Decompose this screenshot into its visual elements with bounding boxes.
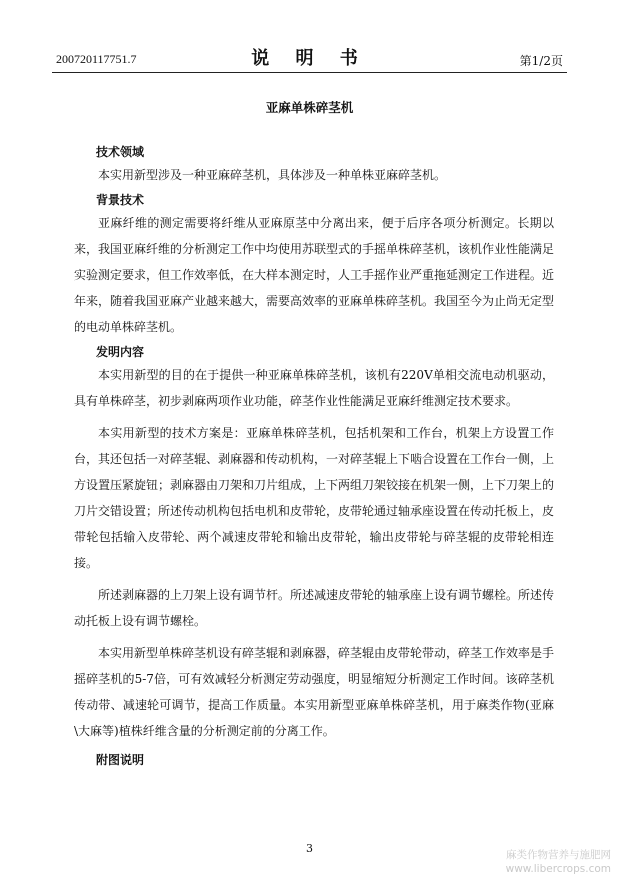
section-drawing-description [74, 750, 554, 770]
paragraph: 本实用新型涉及一种亚麻碎茎机，具体涉及一种单株亚麻碎茎机。 [98, 168, 447, 182]
section-heading: 附图说明 [96, 753, 145, 767]
paragraph: 亚麻纤维的测定需要将纤维从亚麻原茎中分离出来，便于后序各项分析测定。长期以来，我国亚麻纤维的分析测定工作中均使用苏联型式的手摇单株碎茎机，该机作业性能满足实验测定要求，但工作效率低，在大样本测定时，人工手摇作业严重拖延测定工作进程。近年来，随着我国亚麻产业越来越大，需要高效率的亚麻单株碎茎机。我国至今为止尚无定型的电动单株碎茎机。 [74, 216, 555, 334]
section-heading: 背景技术 [96, 193, 145, 207]
paragraph: 所述剥麻器的上刀架上设有调节杆。所述减速皮带轮的轴承座上设有调节螺栓。所述传动托板上设有调节螺栓。 [74, 588, 555, 628]
section-heading: 发明内容 [96, 345, 145, 359]
section-background [74, 190, 554, 340]
page-number: 3 [306, 842, 313, 855]
paragraph: 本实用新型的技术方案是：亚麻单株碎茎机，包括机架和工作台，机架上方设置工作台，其还包括一对碎茎辊、剥麻器和传动机构，一对碎茎辊上下啮合设置在工作台一侧，上方设置压紧旋钮；剥麻器由刀架和刀片组成，上下两组刀架铰接在机架一侧，上下刀架上的刀片交错设置；所述传动机构包括电机和皮带轮，皮带轮通过轴承座设置在传动托板上，皮带轮包括输入皮带轮、两个减速皮带轮和输出皮带轮，输出皮带轮与碎茎辊的皮带轮相连接。 [74, 426, 555, 570]
header-title: 说 明 书 [251, 48, 368, 69]
section-technical-field [74, 142, 554, 188]
paragraph: 本实用新型单株碎茎机设有碎茎辊和剥麻器，碎茎辊由皮带轮带动，碎茎工作效率是手摇碎茎机的5-7倍，可有效减轻分析测定劳动强度，明显缩短分析测定工作时间。该碎茎机传动带、减速轮可调节，提高工作质量。本实用新型亚麻单株碎茎机，用于麻类作物(亚麻\大麻等)植株纤维含量的分析测定前的分离工作。 [74, 646, 555, 738]
watermark-line: 麻类作物营养与施肥网 [506, 849, 611, 861]
section-invention-content [74, 342, 554, 744]
page-indicator: 第1/2页 [519, 54, 563, 68]
watermark [506, 848, 611, 876]
section-heading: 技术领域 [96, 145, 145, 159]
document-title: 亚麻单株碎茎机 [265, 100, 354, 115]
document-body [74, 140, 554, 770]
document-number: 200720117751.7 [56, 52, 137, 66]
header-rule [52, 72, 567, 73]
paragraph: 本实用新型的目的在于提供一种亚麻单株碎茎机，该机有220V单相交流电动机驱动，具有单株碎茎，初步剥麻两项作业功能，碎茎作业性能满足亚麻纤维测定技术要求。 [74, 368, 554, 408]
watermark-line: www.libercrops.com [505, 863, 611, 875]
page-header [56, 44, 563, 70]
